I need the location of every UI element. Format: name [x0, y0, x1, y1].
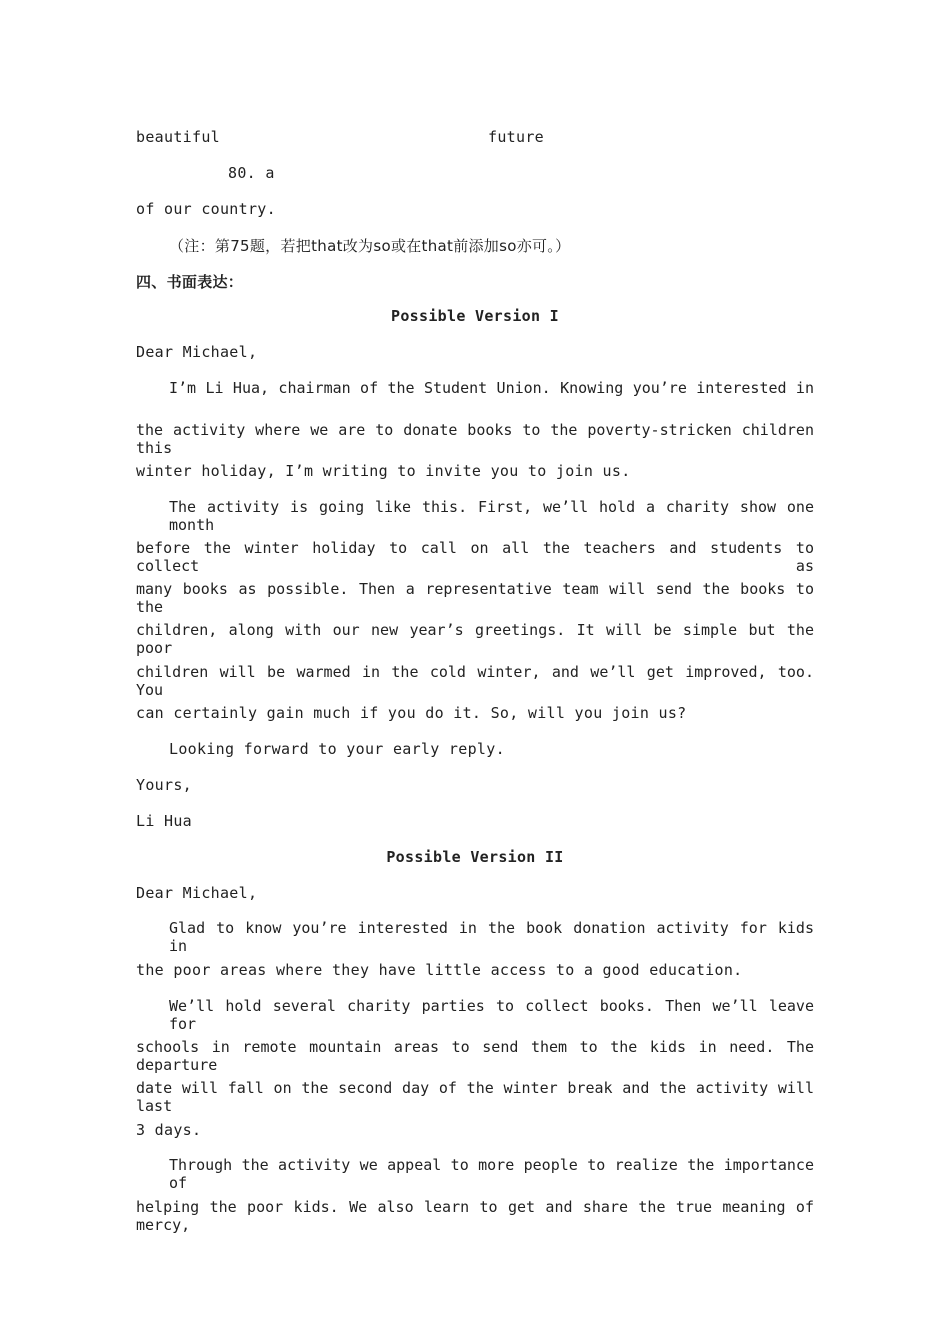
answer-word-beautiful: beautiful: [136, 128, 220, 146]
v1-p1-line: winter holiday, I’m writing to invite you to join us.: [136, 462, 631, 480]
v2-p2-line: 3 days.: [136, 1121, 202, 1139]
v2-p3-line: helping the poor kids. We also learn to get and share the true meaning of mercy,: [136, 1198, 814, 1234]
v2-p2-line: schools in remote mountain areas to send them to the kids in need. The departure: [136, 1038, 814, 1074]
v1-signature: Li Hua: [136, 812, 192, 830]
v1-p2-line: children, along with our new year’s greetings. It will be simple but the poor: [136, 621, 814, 657]
v1-p3: Looking forward to your early reply.: [169, 740, 505, 758]
section-title: 四、书面表达：: [136, 273, 244, 291]
v2-p3-line: Through the activity we appeal to more people to realize the importance of: [169, 1156, 814, 1192]
answer-country: of our country.: [136, 200, 276, 218]
version1-title: Possible Version I: [391, 307, 559, 325]
answer-note: （注：第75题，若把that改为so或在that前添加so亦可。）: [169, 237, 571, 255]
v2-p1-line: Glad to know you’re interested in the book donation activity for kids in: [169, 919, 814, 955]
v2-p2-line: date will fall on the second day of the winter break and the activity will last: [136, 1079, 814, 1115]
v1-p2-line: children will be warmed in the cold winter, and we’ll get improved, too. You: [136, 663, 814, 699]
version2-salutation: Dear Michael,: [136, 884, 258, 902]
v2-p1-line: the poor areas where they have little access to a good education.: [136, 961, 743, 979]
v1-p2-line: many books as possible. Then a representative team will send the books to the: [136, 580, 814, 616]
answer-word-future: future: [488, 128, 544, 146]
v1-closing: Yours,: [136, 776, 192, 794]
version2-title: Possible Version II: [386, 848, 564, 866]
v1-p2-line: The activity is going like this. First, we’ll hold a charity show one month: [169, 498, 814, 534]
v1-p1-line: the activity where we are to donate books to the poverty-stricken children this: [136, 421, 814, 457]
v1-p2-line: before the winter holiday to call on all the teachers and students to collect as: [136, 539, 814, 575]
v2-p2-line: We’ll hold several charity parties to collect books. Then we’ll leave for: [169, 997, 814, 1033]
v1-p2-line: can certainly gain much if you do it. So, will you join us?: [136, 704, 687, 722]
answer-item-80: 80. a: [228, 164, 275, 182]
version1-salutation: Dear Michael,: [136, 343, 258, 361]
v1-p1-line: I’m Li Hua, chairman of the Student Union. Knowing you’re interested in: [169, 379, 814, 397]
